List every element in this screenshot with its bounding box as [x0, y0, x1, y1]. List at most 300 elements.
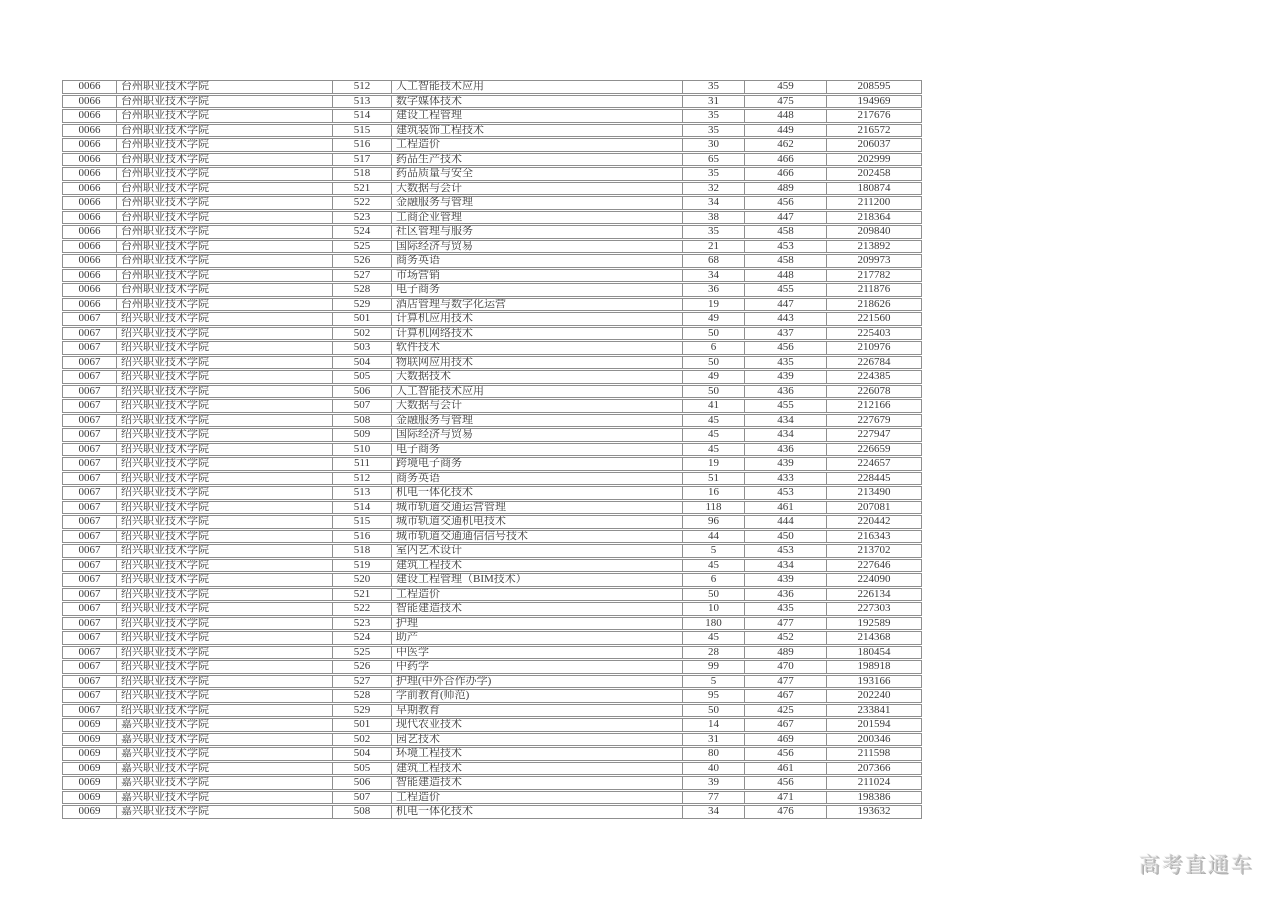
table-row	[62, 486, 922, 500]
cell-major-code: 525	[333, 240, 392, 254]
cell-school-name: 台州职业技术学院	[117, 124, 333, 138]
cell-school-name: 嘉兴职业技术学院	[117, 747, 333, 761]
cell-school-code: 0066	[62, 109, 117, 123]
cell-count: 99	[683, 660, 745, 674]
cell-school-code: 0067	[62, 660, 117, 674]
cell-major-code: 520	[333, 573, 392, 587]
cell-rank: 220442	[827, 515, 922, 529]
cell-major-name: 中药学	[392, 660, 683, 674]
cell-major-code: 521	[333, 182, 392, 196]
cell-score: 436	[745, 443, 827, 457]
cell-rank: 226659	[827, 443, 922, 457]
cell-major-code: 513	[333, 486, 392, 500]
cell-school-code: 0069	[62, 762, 117, 776]
cell-school-code: 0067	[62, 370, 117, 384]
table-row	[62, 762, 922, 776]
table-row	[62, 356, 922, 370]
table-row	[62, 298, 922, 312]
admission-results-table	[62, 79, 922, 820]
cell-major-name: 智能建造技术	[392, 776, 683, 790]
cell-score: 456	[745, 196, 827, 210]
cell-rank: 216572	[827, 124, 922, 138]
cell-school-code: 0067	[62, 414, 117, 428]
cell-major-code: 516	[333, 530, 392, 544]
cell-major-code: 521	[333, 588, 392, 602]
cell-school-code: 0066	[62, 153, 117, 167]
cell-score: 448	[745, 109, 827, 123]
cell-school-code: 0067	[62, 631, 117, 645]
cell-school-name: 绍兴职业技术学院	[117, 675, 333, 689]
table-row	[62, 269, 922, 283]
cell-count: 50	[683, 588, 745, 602]
cell-school-code: 0067	[62, 588, 117, 602]
cell-major-code: 512	[333, 80, 392, 94]
cell-major-code: 525	[333, 646, 392, 660]
cell-score: 489	[745, 182, 827, 196]
cell-count: 50	[683, 385, 745, 399]
cell-major-name: 药品生产技术	[392, 153, 683, 167]
table-row	[62, 327, 922, 341]
cell-major-name: 早期教育	[392, 704, 683, 718]
cell-count: 41	[683, 399, 745, 413]
cell-score: 448	[745, 269, 827, 283]
cell-school-name: 嘉兴职业技术学院	[117, 718, 333, 732]
table-row	[62, 211, 922, 225]
cell-major-code: 528	[333, 283, 392, 297]
cell-school-code: 0069	[62, 805, 117, 819]
cell-school-code: 0067	[62, 675, 117, 689]
cell-rank: 209973	[827, 254, 922, 268]
cell-school-name: 台州职业技术学院	[117, 254, 333, 268]
cell-school-name: 台州职业技术学院	[117, 240, 333, 254]
cell-rank: 233841	[827, 704, 922, 718]
cell-count: 32	[683, 182, 745, 196]
cell-major-name: 环境工程技术	[392, 747, 683, 761]
cell-count: 39	[683, 776, 745, 790]
cell-school-name: 绍兴职业技术学院	[117, 573, 333, 587]
table-row	[62, 559, 922, 573]
cell-school-name: 绍兴职业技术学院	[117, 486, 333, 500]
cell-rank: 224385	[827, 370, 922, 384]
cell-rank: 206037	[827, 138, 922, 152]
cell-major-name: 工程造价	[392, 588, 683, 602]
cell-rank: 217782	[827, 269, 922, 283]
cell-count: 19	[683, 457, 745, 471]
cell-major-code: 504	[333, 356, 392, 370]
cell-school-name: 绍兴职业技术学院	[117, 631, 333, 645]
cell-school-code: 0067	[62, 385, 117, 399]
cell-major-code: 516	[333, 138, 392, 152]
cell-major-code: 524	[333, 225, 392, 239]
cell-major-name: 物联网应用技术	[392, 356, 683, 370]
cell-school-code: 0066	[62, 269, 117, 283]
cell-major-name: 护理	[392, 617, 683, 631]
cell-rank: 210976	[827, 341, 922, 355]
cell-rank: 194969	[827, 95, 922, 109]
cell-major-code: 528	[333, 689, 392, 703]
cell-major-code: 522	[333, 602, 392, 616]
cell-score: 477	[745, 675, 827, 689]
cell-rank: 207366	[827, 762, 922, 776]
cell-school-code: 0066	[62, 283, 117, 297]
cell-count: 21	[683, 240, 745, 254]
cell-count: 50	[683, 704, 745, 718]
cell-major-name: 助产	[392, 631, 683, 645]
cell-score: 462	[745, 138, 827, 152]
cell-count: 35	[683, 80, 745, 94]
cell-major-code: 522	[333, 196, 392, 210]
cell-score: 470	[745, 660, 827, 674]
cell-school-name: 绍兴职业技术学院	[117, 327, 333, 341]
cell-school-code: 0066	[62, 298, 117, 312]
cell-school-name: 台州职业技术学院	[117, 182, 333, 196]
table-row	[62, 573, 922, 587]
cell-count: 95	[683, 689, 745, 703]
cell-major-name: 现代农业技术	[392, 718, 683, 732]
cell-school-code: 0067	[62, 341, 117, 355]
cell-major-name: 人工智能技术应用	[392, 385, 683, 399]
cell-rank: 216343	[827, 530, 922, 544]
cell-score: 466	[745, 153, 827, 167]
cell-major-code: 518	[333, 167, 392, 181]
cell-major-code: 513	[333, 95, 392, 109]
cell-score: 459	[745, 80, 827, 94]
table-row	[62, 370, 922, 384]
cell-count: 34	[683, 196, 745, 210]
cell-school-code: 0067	[62, 646, 117, 660]
cell-major-name: 城市轨道交通通信信号技术	[392, 530, 683, 544]
table-row	[62, 791, 922, 805]
cell-rank: 211876	[827, 283, 922, 297]
cell-score: 461	[745, 762, 827, 776]
table-row	[62, 428, 922, 442]
cell-score: 455	[745, 399, 827, 413]
cell-major-name: 园艺技术	[392, 733, 683, 747]
cell-score: 461	[745, 501, 827, 515]
cell-score: 450	[745, 530, 827, 544]
cell-count: 34	[683, 269, 745, 283]
cell-rank: 224090	[827, 573, 922, 587]
cell-rank: 227947	[827, 428, 922, 442]
cell-count: 35	[683, 124, 745, 138]
cell-school-name: 绍兴职业技术学院	[117, 414, 333, 428]
table-row	[62, 182, 922, 196]
table-row	[62, 443, 922, 457]
cell-score: 437	[745, 327, 827, 341]
cell-major-name: 计算机应用技术	[392, 312, 683, 326]
cell-school-code: 0066	[62, 138, 117, 152]
cell-score: 435	[745, 356, 827, 370]
cell-major-name: 电子商务	[392, 283, 683, 297]
cell-count: 51	[683, 472, 745, 486]
cell-school-code: 0067	[62, 573, 117, 587]
cell-rank: 211598	[827, 747, 922, 761]
cell-school-code: 0069	[62, 718, 117, 732]
cell-school-code: 0067	[62, 704, 117, 718]
cell-major-name: 机电一体化技术	[392, 805, 683, 819]
cell-major-code: 506	[333, 776, 392, 790]
cell-school-name: 嘉兴职业技术学院	[117, 805, 333, 819]
cell-major-code: 508	[333, 805, 392, 819]
table-row	[62, 718, 922, 732]
table-row	[62, 312, 922, 326]
cell-school-name: 绍兴职业技术学院	[117, 428, 333, 442]
cell-count: 34	[683, 805, 745, 819]
cell-school-name: 绍兴职业技术学院	[117, 530, 333, 544]
cell-count: 50	[683, 327, 745, 341]
cell-major-name: 国际经济与贸易	[392, 240, 683, 254]
cell-count: 45	[683, 559, 745, 573]
table-row	[62, 544, 922, 558]
cell-school-name: 绍兴职业技术学院	[117, 312, 333, 326]
cell-score: 489	[745, 646, 827, 660]
cell-school-code: 0067	[62, 515, 117, 529]
cell-major-name: 城市轨道交通机电技术	[392, 515, 683, 529]
cell-score: 456	[745, 776, 827, 790]
cell-major-code: 510	[333, 443, 392, 457]
cell-rank: 217676	[827, 109, 922, 123]
cell-school-name: 绍兴职业技术学院	[117, 559, 333, 573]
cell-school-code: 0066	[62, 211, 117, 225]
cell-school-name: 台州职业技术学院	[117, 80, 333, 94]
cell-school-name: 绍兴职业技术学院	[117, 457, 333, 471]
cell-school-code: 0066	[62, 254, 117, 268]
cell-score: 453	[745, 240, 827, 254]
table-row	[62, 588, 922, 602]
cell-count: 49	[683, 312, 745, 326]
cell-count: 30	[683, 138, 745, 152]
cell-school-code: 0066	[62, 167, 117, 181]
cell-score: 475	[745, 95, 827, 109]
cell-major-name: 城市轨道交通运营管理	[392, 501, 683, 515]
cell-school-code: 0067	[62, 544, 117, 558]
cell-school-code: 0067	[62, 602, 117, 616]
cell-rank: 226078	[827, 385, 922, 399]
cell-major-name: 工程造价	[392, 791, 683, 805]
cell-school-code: 0066	[62, 124, 117, 138]
cell-rank: 209840	[827, 225, 922, 239]
cell-count: 65	[683, 153, 745, 167]
cell-count: 35	[683, 167, 745, 181]
cell-score: 476	[745, 805, 827, 819]
cell-score: 436	[745, 385, 827, 399]
cell-count: 5	[683, 675, 745, 689]
cell-school-name: 台州职业技术学院	[117, 211, 333, 225]
cell-score: 447	[745, 211, 827, 225]
cell-school-name: 绍兴职业技术学院	[117, 602, 333, 616]
watermark-gaokao-express: 高考直通车	[1139, 853, 1254, 877]
cell-school-name: 台州职业技术学院	[117, 298, 333, 312]
cell-major-code: 502	[333, 327, 392, 341]
cell-score: 453	[745, 486, 827, 500]
table-row	[62, 776, 922, 790]
cell-major-name: 建设工程管理	[392, 109, 683, 123]
cell-school-name: 台州职业技术学院	[117, 109, 333, 123]
cell-school-code: 0066	[62, 80, 117, 94]
cell-score: 469	[745, 733, 827, 747]
cell-school-code: 0067	[62, 428, 117, 442]
cell-count: 40	[683, 762, 745, 776]
cell-score: 433	[745, 472, 827, 486]
cell-major-name: 机电一体化技术	[392, 486, 683, 500]
cell-school-name: 绍兴职业技术学院	[117, 544, 333, 558]
cell-major-name: 药品质量与安全	[392, 167, 683, 181]
cell-score: 471	[745, 791, 827, 805]
cell-school-name: 绍兴职业技术学院	[117, 704, 333, 718]
cell-major-name: 大数据与会计	[392, 399, 683, 413]
table-row	[62, 747, 922, 761]
cell-count: 49	[683, 370, 745, 384]
cell-major-code: 501	[333, 718, 392, 732]
cell-major-name: 工程造价	[392, 138, 683, 152]
cell-major-name: 中医学	[392, 646, 683, 660]
cell-rank: 193632	[827, 805, 922, 819]
cell-school-name: 绍兴职业技术学院	[117, 385, 333, 399]
cell-rank: 207081	[827, 501, 922, 515]
cell-major-code: 505	[333, 762, 392, 776]
cell-score: 456	[745, 341, 827, 355]
cell-count: 38	[683, 211, 745, 225]
table-row	[62, 733, 922, 747]
cell-school-code: 0067	[62, 689, 117, 703]
cell-count: 31	[683, 95, 745, 109]
cell-major-name: 计算机网络技术	[392, 327, 683, 341]
table-row	[62, 80, 922, 94]
cell-major-code: 512	[333, 472, 392, 486]
cell-major-code: 515	[333, 124, 392, 138]
cell-school-code: 0069	[62, 733, 117, 747]
cell-score: 435	[745, 602, 827, 616]
table-row	[62, 704, 922, 718]
cell-school-name: 嘉兴职业技术学院	[117, 762, 333, 776]
cell-rank: 211024	[827, 776, 922, 790]
cell-major-name: 人工智能技术应用	[392, 80, 683, 94]
cell-major-code: 508	[333, 414, 392, 428]
cell-major-code: 529	[333, 298, 392, 312]
table-row	[62, 675, 922, 689]
cell-school-name: 绍兴职业技术学院	[117, 341, 333, 355]
table-row	[62, 530, 922, 544]
cell-count: 14	[683, 718, 745, 732]
cell-major-code: 509	[333, 428, 392, 442]
cell-major-code: 515	[333, 515, 392, 529]
cell-rank: 198918	[827, 660, 922, 674]
table-row	[62, 124, 922, 138]
cell-school-code: 0067	[62, 530, 117, 544]
cell-score: 458	[745, 225, 827, 239]
cell-school-name: 绍兴职业技术学院	[117, 370, 333, 384]
cell-count: 45	[683, 414, 745, 428]
cell-count: 118	[683, 501, 745, 515]
table-row	[62, 501, 922, 515]
cell-school-name: 台州职业技术学院	[117, 225, 333, 239]
cell-score: 434	[745, 414, 827, 428]
cell-rank: 200346	[827, 733, 922, 747]
cell-score: 434	[745, 428, 827, 442]
cell-rank: 221560	[827, 312, 922, 326]
cell-major-name: 国际经济与贸易	[392, 428, 683, 442]
cell-score: 439	[745, 573, 827, 587]
cell-count: 5	[683, 544, 745, 558]
table-row	[62, 689, 922, 703]
cell-major-code: 518	[333, 544, 392, 558]
table-row	[62, 617, 922, 631]
cell-school-name: 台州职业技术学院	[117, 138, 333, 152]
table-row	[62, 660, 922, 674]
cell-school-name: 绍兴职业技术学院	[117, 646, 333, 660]
cell-school-code: 0069	[62, 747, 117, 761]
results-table-body	[62, 80, 922, 819]
cell-school-name: 嘉兴职业技术学院	[117, 733, 333, 747]
cell-major-name: 建筑装饰工程技术	[392, 124, 683, 138]
cell-major-code: 523	[333, 211, 392, 225]
cell-major-code: 501	[333, 312, 392, 326]
cell-school-code: 0067	[62, 327, 117, 341]
cell-count: 6	[683, 341, 745, 355]
table-row	[62, 109, 922, 123]
cell-school-name: 绍兴职业技术学院	[117, 617, 333, 631]
cell-score: 466	[745, 167, 827, 181]
cell-rank: 214368	[827, 631, 922, 645]
cell-school-name: 台州职业技术学院	[117, 283, 333, 297]
cell-school-code: 0066	[62, 196, 117, 210]
cell-major-code: 505	[333, 370, 392, 384]
cell-school-code: 0066	[62, 225, 117, 239]
table-row	[62, 153, 922, 167]
cell-major-code: 523	[333, 617, 392, 631]
cell-major-name: 金融服务与管理	[392, 196, 683, 210]
cell-rank: 202999	[827, 153, 922, 167]
cell-score: 434	[745, 559, 827, 573]
cell-rank: 213892	[827, 240, 922, 254]
table-row	[62, 602, 922, 616]
table-row	[62, 95, 922, 109]
cell-major-code: 502	[333, 733, 392, 747]
table-row	[62, 254, 922, 268]
cell-school-name: 绍兴职业技术学院	[117, 356, 333, 370]
cell-count: 28	[683, 646, 745, 660]
cell-rank: 227303	[827, 602, 922, 616]
cell-major-name: 工商企业管理	[392, 211, 683, 225]
cell-major-name: 金融服务与管理	[392, 414, 683, 428]
cell-rank: 227646	[827, 559, 922, 573]
table-row	[62, 196, 922, 210]
cell-count: 96	[683, 515, 745, 529]
cell-score: 436	[745, 588, 827, 602]
cell-count: 10	[683, 602, 745, 616]
cell-major-name: 大数据技术	[392, 370, 683, 384]
cell-major-code: 526	[333, 254, 392, 268]
cell-rank: 208595	[827, 80, 922, 94]
cell-school-code: 0067	[62, 399, 117, 413]
table-row	[62, 385, 922, 399]
cell-rank: 226784	[827, 356, 922, 370]
cell-school-code: 0067	[62, 501, 117, 515]
cell-score: 439	[745, 370, 827, 384]
table-row	[62, 167, 922, 181]
cell-school-name: 嘉兴职业技术学院	[117, 776, 333, 790]
cell-school-name: 嘉兴职业技术学院	[117, 791, 333, 805]
cell-major-code: 503	[333, 341, 392, 355]
cell-school-name: 绍兴职业技术学院	[117, 588, 333, 602]
cell-school-code: 0067	[62, 617, 117, 631]
table-row	[62, 631, 922, 645]
cell-count: 44	[683, 530, 745, 544]
table-row	[62, 414, 922, 428]
cell-major-code: 519	[333, 559, 392, 573]
cell-score: 425	[745, 704, 827, 718]
cell-count: 35	[683, 109, 745, 123]
